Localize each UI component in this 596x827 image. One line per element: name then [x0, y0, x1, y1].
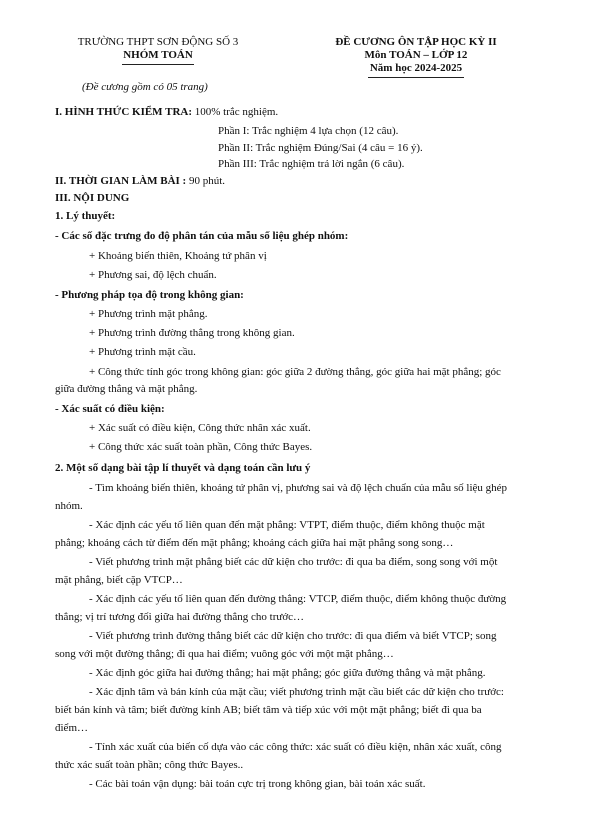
header-left-rule — [122, 64, 194, 65]
part-2: Phần II: Trắc nghiệm Đúng/Sai (4 câu = 16 ý). — [218, 142, 423, 154]
type-item-9-a: - Các bài toán vận dụng: bài toán cực trị trong không gian, bài toán xác suất. — [89, 778, 426, 790]
type-item-8-b: thức xác suất toàn phần; công thức Bayes.. — [55, 759, 244, 771]
section-3-title: III. NỘI DUNG — [55, 192, 130, 204]
topic-2-item: + Phương trình đường thẳng trong không gian. — [89, 327, 295, 339]
section-1-title: I. HÌNH THỨC KIỂM TRA: — [55, 106, 193, 118]
header-left — [58, 36, 258, 65]
type-item-3-a: - Viết phương trình mặt phẳng biết các dữ kiện cho trước: đi qua ba điểm, song song với một — [89, 556, 498, 568]
topic-2-title: - Phương pháp tọa độ trong không gian: — [55, 289, 244, 301]
topic-1-item: + Phương sai, độ lệch chuẩn. — [89, 269, 217, 281]
school-year: Năm học 2024-2025 — [369, 62, 463, 74]
type-item-1-a: - Tìm khoảng biến thiên, khoảng tứ phân vị, phương sai và độ lệch chuẩn của mẫu số liệu ghép — [89, 482, 508, 494]
doc-title: ĐỀ CƯƠNG ÔN TẬP HỌC KỲ II — [335, 36, 497, 48]
type-item-5-b: song với một đường thẳng; đi qua hai điểm; vuông góc với một mặt phẳng… — [55, 648, 394, 660]
section-1-value: 100% trắc nghiệm. — [192, 106, 279, 118]
subject: Môn TOÁN – LỚP 12 — [364, 49, 468, 61]
topic-3-item: + Xác suất có điều kiện, Công thức nhân xác xuất. — [89, 422, 311, 434]
type-item-3-b: mặt phẳng, biết cặp VTCP… — [55, 574, 183, 586]
topic-3-item: + Công thức xác suất toàn phần, Công thức Bayes. — [89, 441, 313, 453]
types-title: 2. Một số dạng bài tập lí thuyết và dạng toán cần lưu ý — [55, 462, 311, 474]
theory-title: 1. Lý thuyết: — [55, 210, 116, 222]
type-item-4-a: - Xác định các yếu tố liên quan đến đường thẳng: VTCP, điểm thuộc, điểm không thuộc đường — [89, 593, 507, 605]
pages-note: (Đề cương gồm có 05 trang) — [82, 81, 208, 93]
type-item-2-a: - Xác định các yếu tố liên quan đến mặt phẳng: VTPT, điểm thuộc, điểm không thuộc mặt — [89, 519, 485, 531]
topic-2-angle-b: giữa đường thẳng và mặt phẳng. — [55, 383, 198, 395]
type-item-6-a: - Xác định góc giữa hai đường thẳng; hai mặt phẳng; góc giữa đường thẳng và mặt phẳng. — [89, 667, 486, 679]
section-2-value: 90 phút. — [186, 175, 226, 187]
section-2 — [55, 174, 225, 188]
topic-3-title: - Xác suất có điều kiện: — [55, 403, 165, 415]
type-item-7-b: biết bán kính và tâm; biết đường kính AB; biết tâm và tiếp xúc với một mặt phẳng; biết đi qua ba — [55, 704, 482, 716]
part-3: Phần III: Trắc nghiệm trả lời ngắn (6 câu). — [218, 158, 405, 170]
section-2-title: II. THỜI GIAN LÀM BÀI : — [55, 175, 187, 187]
school-name: TRƯỜNG THPT SƠN ĐỘNG SỐ 3 — [77, 36, 239, 48]
type-item-8-a: - Tính xác xuất của biến cố dựa vào các công thức: xác suất có điều kiện, nhân xác xuất, công — [89, 741, 502, 753]
type-item-7-c: điểm… — [55, 722, 88, 734]
type-item-1-b: nhóm. — [55, 500, 83, 512]
header-right — [316, 36, 516, 78]
topic-2-item: + Phương trình mặt phẳng. — [89, 308, 208, 320]
topic-1-item: + Khoảng biến thiên, Khoảng tứ phân vị — [89, 250, 267, 262]
type-item-5-a: - Viết phương trình đường thẳng biết các dữ kiện cho trước: đi qua điểm và biết VTCP; song — [89, 630, 497, 642]
section-1 — [55, 105, 278, 119]
type-item-7-a: - Xác định tâm và bán kính của mặt cầu; viết phương trình mặt cầu biết các dữ kiện cho trước: — [89, 686, 504, 698]
type-item-4-b: thẳng; vị trí tương đối giữa hai đường thẳng cho trước… — [55, 611, 305, 623]
topic-2-item: + Phương trình mặt cầu. — [89, 346, 196, 358]
topic-2-angle-a: + Công thức tính góc trong không gian: góc giữa 2 đường thẳng, góc giữa hai mặt phẳng; góc — [89, 366, 501, 378]
header-right-rule — [368, 77, 464, 78]
type-item-2-b: phẳng; khoảng cách từ điểm đến mặt phẳng; khoảng cách giữa hai mặt phẳng song song… — [55, 537, 454, 549]
group-name: NHÓM TOÁN — [123, 49, 193, 61]
part-1: Phần I: Trắc nghiệm 4 lựa chọn (12 câu). — [218, 125, 399, 137]
topic-1-title: - Các số đặc trưng đo độ phân tán của mẫu số liệu ghép nhóm: — [55, 230, 349, 242]
